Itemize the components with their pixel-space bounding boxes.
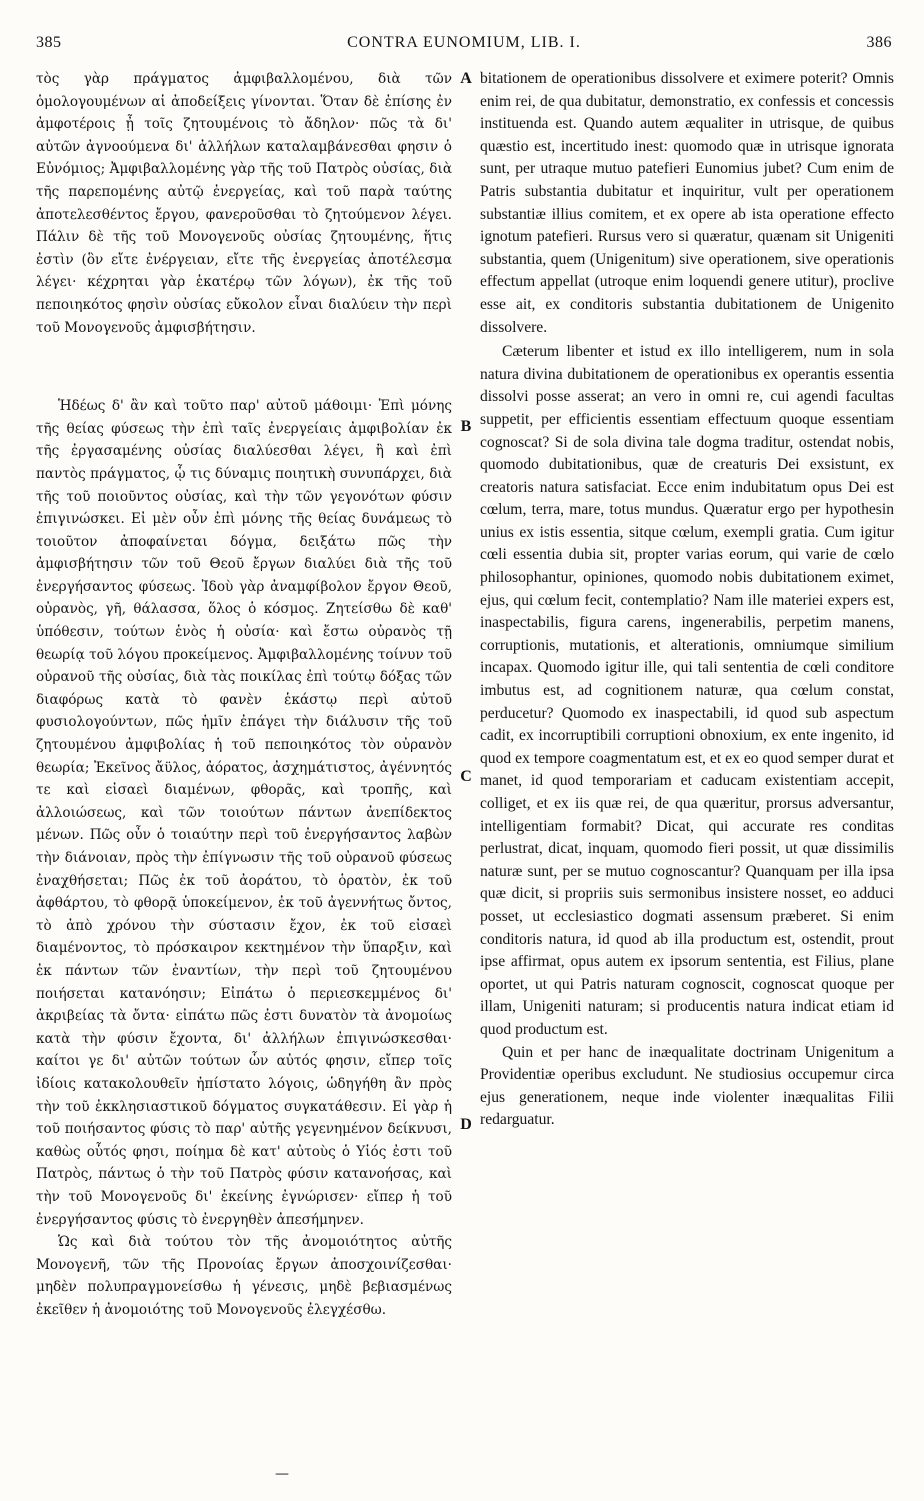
latin-column <box>480 68 894 1132</box>
margin-marker-c: C <box>460 768 472 785</box>
page-header <box>36 34 892 56</box>
greek-paragraph-3: Ὡς καὶ διὰ τούτου τὸν τῆς ἀνομοιότητος αὐτῆς Μονογενῆ, τῶν τῆς Προνοίας ἔργων ἀποσχοινίζεσθαι· μηδὲν πολυπραγμονείσθω ἡ γένεσις, μηδὲ βεβιασμένως ἐκεῖθεν ἡ ἀνομοιότης τοῦ Μονογενοῦς ἐλεγχέσθω. <box>36 1234 452 1318</box>
margin-marker-b: B <box>460 418 472 435</box>
greek-column <box>36 68 452 1321</box>
greek-paragraph-2: Ἡδέως δ' ἂν καὶ τοῦτο παρ' αὐτοῦ μάθοιμι· Ἐπὶ μόνης τῆς θείας φύσεως τὴν ἐπὶ ταῖς ἐνεργείαις ἀμφιβολίαν ἐκ τῆς ἐργασαμένης οὐσίας διαλύεσθαι λέγει, ἢ καὶ ἐπὶ παντὸς πράγματος, ᾧ τις δύναμις ποιητικὴ συνυπάρχει, διὰ τῆς τοῦ ποιοῦντος οὐσίας, καὶ τὴν τῶν γεγονότων φύσιν ἐπιγινώσκει. Εἰ μὲν οὖν ἐπὶ μόνης τῆς θείας δυνάμεως τὸ τοιοῦτον ἀποφαίνεται δόγμα, δειξάτω πῶς τὴν ἀμφισβήτησιν τῶν τοῦ Θεοῦ ἔργων διαλύει διὰ τῆς τοῦ ἐνεργήσαντος φύσεως. Ἰδοὺ γὰρ ἀναμφίβολον ἔργον Θεοῦ, οὐρανὸς, γῆ, θάλασσα, ὅλος ὁ κόσμος. Ζητείσθω δὲ καθ' ὑπόθεσιν, τούτων ἑνὸς ἡ οὐσία· καὶ ἔστω οὐρανὸς τῇ θεωρίᾳ τοῦ λόγου προκείμενος. Ἀμφιβαλλομένης τοίνυν τοῦ οὐρανοῦ τῆς οὐσίας, διὰ τὰς ποικίλας ἐπὶ τούτῳ δόξας τῶν διαφόρως κατὰ τὸ φανὲν ἑκάστῳ περὶ αὐτοῦ φυσιολογούντων, πῶς ἡμῖν ἐπάγει τὴν διάλυσιν τῆς τοῦ ζητουμένου ἀμφιβολίας ἡ τοῦ πεποιηκότος τὸν οὐρανὸν θεωρία; Ἐκεῖνος ἄϋλος, ἀόρατος, ἀσχημάτιστος, ἀγέννητός τε καὶ εἰσαεὶ διαμένων, φθορᾶς, καὶ τροπῆς, καὶ ἀλλοιώσεως, καὶ τῶν τοιούτων πάντων ἀνεπίδεκτος μένων. Πῶς οὖν ὁ τοιαύτην περὶ τοῦ ἐνεργήσαντος λαβὼν τὴν διάνοιαν, πρὸς τὴν ἐπίγνωσιν τῆς τοῦ οὐρανοῦ φύσεως ἐναχθήσεται; Πῶς ἐκ τοῦ ἀοράτου, τὸ ὁρατὸν, ἐκ τοῦ ἀφθάρτου, τὸ φθορᾷ ὑποκείμενον, ἐκ τοῦ ἀγεννήτως ὄντος, τὸ ἀπὸ χρόνου τὴν σύστασιν ἔχον, ἐκ τοῦ εἰσαεὶ διαμένοντος, τὸ πρόσκαιρον κεκτημένον τὴν ὕπαρξιν, καὶ ἐκ πάντων τῶν ἐναντίων, τὴν περὶ τοῦ ζητουμένου ποιήσεται κατανόησιν; Εἰπάτω ὁ περιεσκεμμένος δι' ἀκριβείας τὰ ὄντα· εἰπάτω πῶς ἐστι δυνατὸν τὰ ἀνομοίως κατὰ τὴν φύσιν ἔχοντα, δι' ἀλλήλων ἐπιγινώσκεσθαι· καίτοι γε δι' αὐτῶν τούτων ὧν αὐτός φησιν, εἴπερ τοῖς ἰδίοις κατακολουθεῖν ἠπίστατο λόγοις, ὡδηγήθη ἂν πρὸς τὴν τοῦ ἐκκλησιαστικοῦ δόγματος συγκατάθεσιν. Εἰ γὰρ ἡ τοῦ ποιήσαντος φύσις τὸ παρ' αὐτῆς γεγενημένον δείκνυσι, καθὼς οὗτός φησι, ποίημα δὲ κατ' αὐτοὺς ὁ Υἱός ἐστι τοῦ Πατρὸς, πάντως ὁ τὴν τοῦ Πατρὸς φύσιν κατανοήσας, καὶ τὴν τοῦ Μονογενοῦς δι' ἐκείνης ἐγνώρισεν· εἴπερ ἡ τοῦ ἐνεργήσαντος φύσις τὸ ἐνεργηθὲν ἀπεσήμηνεν. <box>36 398 452 1228</box>
running-title: CONTRA EUNOMIUM, LIB. I. <box>347 34 581 51</box>
latin-paragraph-2: Cæterum libenter et istud ex illo intelligerem, num in sola natura divina dubitationem de operationibus ex operantis essentia dissolvi posse asserat; an vero in omni re, cui agendi facultas suppetit, per efficientis essentiam effectuum quoque essentiam cognoscat? Si de sola divina tale dogma traditur, ostendat nobis, quomodo dubitationibus, quæ de creaturis Dei exsistunt, ex creatoris natura satisfaciat. Ecce enim indubitatum opus Dei est cœlum, terra, mare, totus mundus. Quæratur ergo per hypothesin unius ex istis essentia, sitque cœlum, exempli gratia. Cum igitur cœli essentia dubia sit, propter varias eorum, qui varie de cœlo philosophantur, opiniones, quomodo nobis dubitationem eximet, ejus, qui cœlum fecit, contemplatio? Nam ille materiei expers est, inaspectabilis, figura carens, ingenerabilis, perpetim manens, corruptionis, mutationis, et alterationis, omniumque similium incapax. Quomodo igitur ille, qui tali sententia de cœli conditore imbutus est, ad cognitionem naturæ, qua cœlum constat, perducetur? Quomodo ex inaspectabili, id quod sub aspectum cadit, ex incorruptibili corruptioni obnoxium, ex ente ingenito, id quod ex tempore coagmentatum est, et ex eo quod semper durat et manet, id quod temporariam et caducam existentiam accepit, colliget, et ex iis quæ rei, de qua quæritur, prorsus adversantur, intelligentiam formabit? Dicat, qui accurate res conditas perlustrat, dicat, inquam, quomodo fieri possit, ut quæ dissimilis naturæ sunt, per se mutuo cognoscantur? Quanquam per illa ipsa quæ dicit, si propriis suis sermonibus insistere nosset, eo adduci posset, ut ecclesiastico dogmati assensum præberet. Si enim conditoris natura, id quod ab illa productum est, ostendit, prout ipse affirmat, opus autem ex ipsorum sententia, est Filius, plane oportet, ut qui Patris naturam cognoscit, cognoscat quoque per illam, Unigeniti naturam; si producentis natura indicat etiam id quod productum est. <box>480 343 894 1038</box>
page-number-right: 386 <box>866 34 892 51</box>
margin-marker-a: A <box>460 70 472 87</box>
latin-paragraph-3: Quin et per hanc de inæqualitate doctrinam Unigenitum a Providentiæ operibus excludunt. Ne studiosius occupemur circa ejus generationem, neque inde violenter inæqualitas Filii redarguatur. <box>480 1043 894 1129</box>
latin-paragraph-1: bitationem de operationibus dissolvere et eximere poterit? Omnis enim rei, de qua dubitatur, demonstratio, ex confessis et concessis instituenda est. Quando autem æqualiter in utrisque, de quibus quæstio est, incertitudo inest: quomodo quæ in utrisque ignorata sunt, per utraque mutuo patefieri Eunomius jubet? Cum enim de Patris substantia dubitatur et inquiritur, vult per operationem substantiæ illius comitem, et ex opere ab ista operatione effecto ignotum patefieri. Rursus vero si quæratur, quænam sit Unigeniti substantia, quem (Unigenitum) sive operationem, sive operationis effectum appellat (utroque enim loquendi genere utitur), proclive esse ait, ex conditoris substantia dubitationem de Unigenito dissolvere. <box>480 70 894 336</box>
greek-spacer <box>36 339 452 395</box>
page-number-left: 385 <box>36 34 62 51</box>
footer-dash: — <box>275 1466 289 1482</box>
margin-marker-d: D <box>460 1116 472 1133</box>
greek-paragraph-1: τὸς γὰρ πράγματος ἀμφιβαλλομένου, διὰ τῶν ὁμολογουμένων αἱ ἀποδείξεις γίνονται. Ὅταν δὲ ἐπίσης ἐν ἀμφοτέροις ᾖ τοῖς ζητουμένοις τὸ ἄδηλον· πῶς τὰ δι' αὐτῶν ἀγνοούμενα δι' ἀλλήλων καταλαμβάνεσθαι φησιν ὁ Εὐνόμιος; Ἀμφιβαλλομένης γὰρ τῆς τοῦ Πατρὸς οὐσίας, διὰ τῆς παρεπομένης αὐτῷ ἐνεργείας, καὶ τοῦ παρὰ ταύτης ἀποτελεσθέντος ἔργου, φανεροῦσθαι τὸ ζητούμενον λέγει. Πάλιν δὲ τῆς τοῦ Μονογενοῦς οὐσίας ζητουμένης, ἥτις ἐστὶν (ὃν εἴτε ἐνέργειαν, εἴτε τῆς ἐνεργείας ἀποτέλεσμα λέγει· κέχρηται γὰρ ἑκατέρῳ τῶν λόγων), ἐκ τῆς τοῦ πεποιηκότος φησὶν οὐσίας εὔκολον εἶναι διαλύειν τὴν περὶ τοῦ Μονογενοῦς ἀμφισβήτησιν. <box>36 71 452 336</box>
